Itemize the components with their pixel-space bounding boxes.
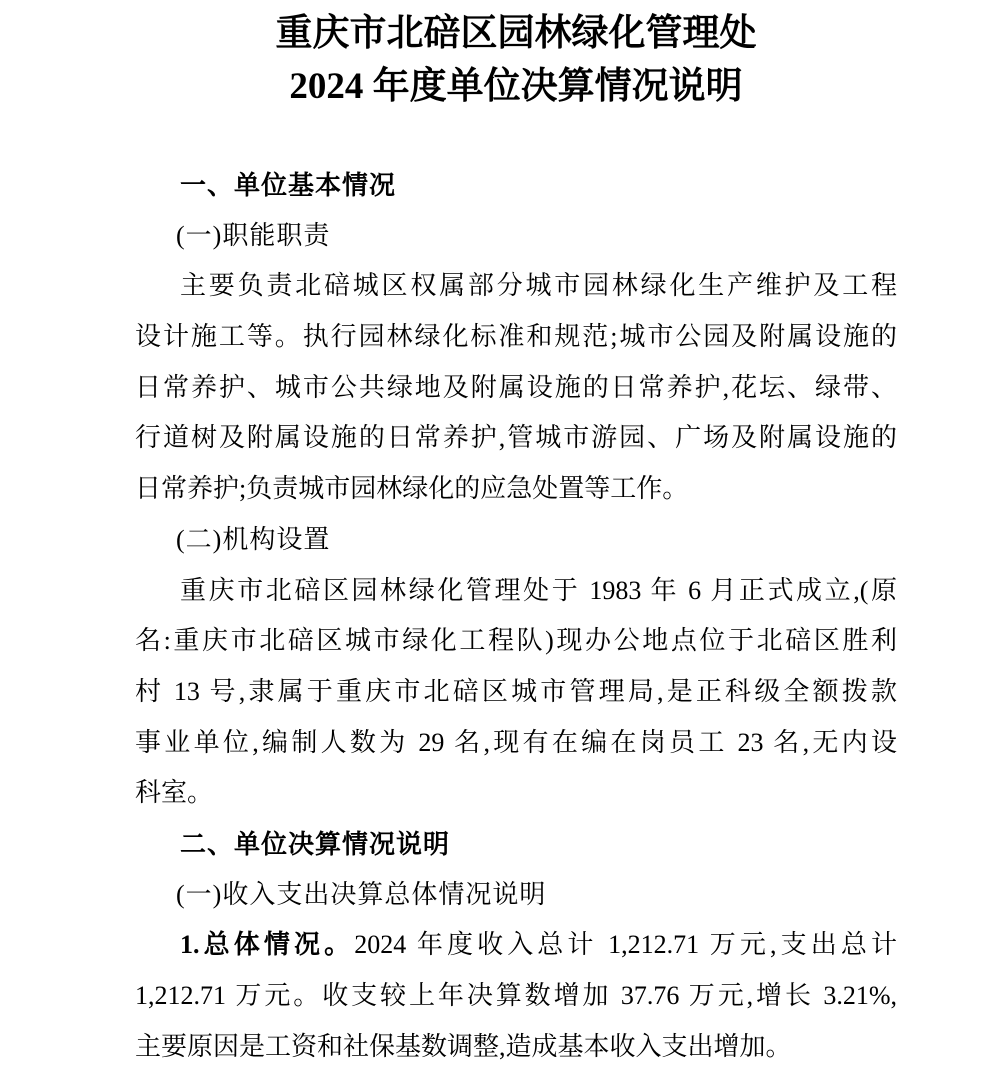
paragraph-1-line-5: 日常养护;负责城市园林绿化的应急处置等工作。: [135, 474, 689, 504]
paragraph-2-line-2: 名:重庆市北碚区城市绿化工程队)现办公地点位于北碚区胜利: [135, 626, 897, 656]
paragraph-2-line-1: 重庆市北碚区园林绿化管理处于 1983 年 6 月正式成立,(原: [180, 575, 897, 605]
paragraph-3-bold-lead: 1.总体情况。: [180, 930, 355, 960]
section-2-subheading-1: (一)收入支出决算总体情况说明: [176, 879, 547, 909]
paragraph-2-line-5: 科室。: [135, 778, 214, 808]
document-title-line-2: 2024 年度单位决算情况说明: [289, 66, 743, 107]
paragraph-3-line-2: 1,212.71 万元。收支较上年决算数增加 37.76 万元,增长 3.21%,: [135, 981, 897, 1010]
document-content: [135, 0, 897, 1072]
section-1-subheading-2: (二)机构设置: [176, 524, 331, 554]
section-2-heading: 二、单位决算情况说明: [180, 828, 451, 859]
paragraph-3-line-1: [135, 920, 897, 971]
paragraph-2-line-4: 事业单位,编制人数为 29 名,现有在编在岗员工 23 名,无内设: [135, 727, 897, 757]
section-1-heading: 一、单位基本情况: [180, 170, 397, 200]
paragraph-1-line-2: 设计施工等。执行园林绿化标准和规范;城市公园及附属设施的: [135, 322, 897, 352]
paragraph-2-line-3: 村 13 号,隶属于重庆市北碚区城市管理局,是正科级全额拨款: [135, 676, 897, 706]
document-body: [135, 160, 897, 1072]
document-title: [135, 0, 897, 113]
paragraph-3-line-1-rest: 2024 年度收入总计 1,212.71 万元,支出总计: [354, 930, 897, 960]
section-1-subheading-1: (一)职能职责: [176, 220, 331, 250]
paragraph-1-line-4: 行道树及附属设施的日常养护,管城市游园、广场及附属设施的: [135, 423, 897, 453]
paragraph-3-line-3: 主要原因是工资和社保基数调整,造成基本收入支出增加。: [135, 1031, 792, 1061]
paragraph-1-line-1: 主要负责北碚城区权属部分城市园林绿化生产维护及工程: [180, 271, 897, 301]
paragraph-1-line-3: 日常养护、城市公共绿地及附属设施的日常养护,花坛、绿带、: [135, 372, 897, 402]
document-title-line-1: 重庆市北碚区园林绿化管理处: [275, 13, 757, 54]
